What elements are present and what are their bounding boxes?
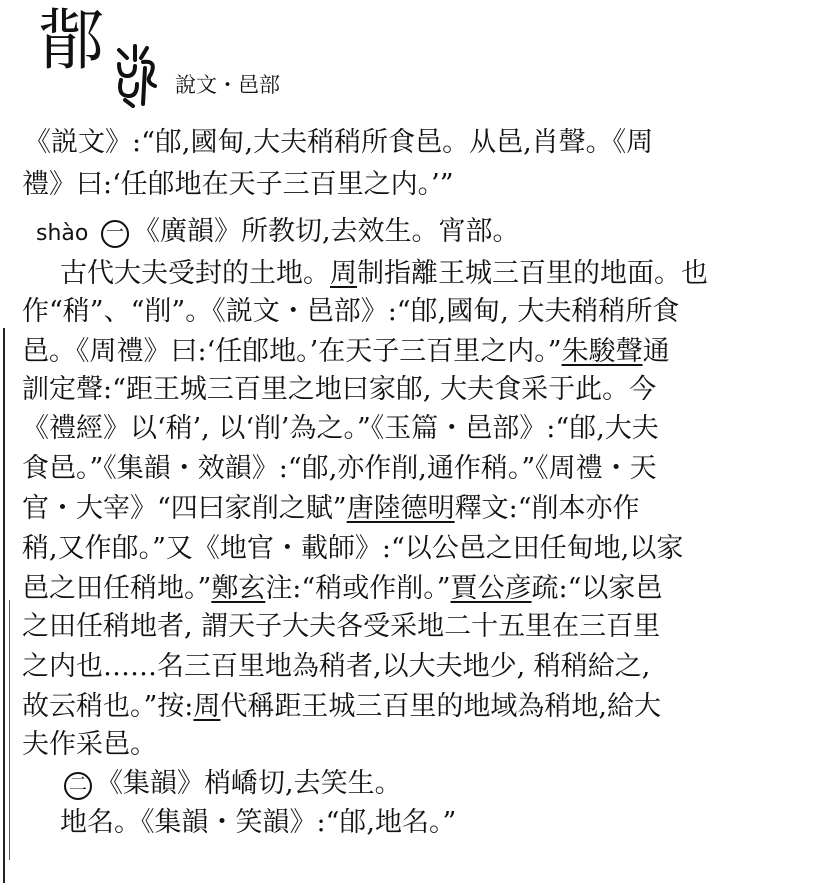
headword: 鄁 bbox=[38, 2, 104, 79]
sense-2-line: 地名。《集韻・笑韻》:“郋,地名。” bbox=[60, 807, 457, 838]
proper-name-underlined: 周 bbox=[330, 258, 357, 289]
reading-1-phonology: 《廣韻》所教切,去效生。宵部。 bbox=[132, 216, 520, 247]
proper-name-underlined: 鄭玄 bbox=[211, 573, 266, 604]
sense-1-line-13: 夫作采邑。 bbox=[22, 729, 157, 760]
text-segment: 疏:“以家邑 bbox=[531, 573, 663, 604]
text-segment: 邑之田任稍地。” bbox=[22, 573, 212, 604]
sense-1-line-12 bbox=[22, 690, 661, 724]
text-segment: 注:“稍或作削。” bbox=[265, 573, 451, 604]
text-segment: 制指離王城三百里的地面。也 bbox=[357, 258, 708, 289]
shuowen-quote-line-1: 《説文》:“郋,國甸,大夫稍稍所食邑。从邑,肖聲。《周 bbox=[24, 127, 654, 158]
text-segment: 邑。《周禮》曰:‘任郋地。’在天子三百里之内。” bbox=[22, 336, 562, 367]
margin-rule bbox=[3, 328, 5, 883]
source-label: 說文・邑部 bbox=[175, 73, 280, 97]
sense-1-line-11: 之内也……名三百里地為稍者,以大夫地少, 稍稍給之, bbox=[22, 651, 651, 682]
sense-1-line-7 bbox=[22, 492, 640, 526]
sense-1-line-2: 作“稍”、“削”。《説文・邑部》:“郋,國甸, 大夫稍稍所食 bbox=[22, 296, 680, 327]
reading-1-line bbox=[36, 215, 520, 251]
sense-1-line-10: 之田任稍地者, 謂天子大夫各受采地二十五里在三百里 bbox=[22, 611, 661, 642]
sense-1-line-3 bbox=[22, 335, 670, 369]
text-segment: 代稱距王城三百里的地域為稍地,給大 bbox=[220, 691, 661, 722]
seal-script-glyph bbox=[113, 42, 161, 108]
text-segment: 通 bbox=[642, 336, 670, 367]
sense-number-2: 二 bbox=[64, 772, 92, 800]
text-segment: 官・大宰》“四曰家削之賦” bbox=[22, 493, 347, 524]
text-segment: 古代大夫受封的土地。 bbox=[60, 258, 330, 289]
reading-2-line bbox=[60, 767, 402, 801]
proper-name-underlined: 周 bbox=[193, 691, 221, 722]
sense-1-line-9 bbox=[22, 572, 662, 606]
sense-1-line-8: 稍,又作郋。”又《地官・載師》:“以公邑之田任甸地,以家 bbox=[22, 533, 684, 564]
proper-name-underlined: 賈公彦 bbox=[450, 573, 532, 604]
margin-rule-inner bbox=[9, 600, 10, 860]
text-segment: 釋文:“削本亦作 bbox=[454, 493, 640, 524]
sense-1-line-6: 食邑。”《集韻・效韻》:“郋,亦作削,通作稍。”《周禮・天 bbox=[22, 453, 657, 484]
text-segment: 故云稍也。”按: bbox=[22, 691, 194, 722]
pinyin: shào bbox=[36, 221, 89, 246]
sense-1-line-5: 《禮經》以‘稍’, 以‘削’為之。”《玉篇・邑部》:“郋,大夫 bbox=[22, 413, 659, 444]
sense-1-line-1 bbox=[60, 257, 708, 291]
proper-name-underlined: 朱駿聲 bbox=[561, 336, 643, 367]
proper-name-underlined: 唐陸德明 bbox=[346, 493, 455, 524]
reading-2-phonology: 《集韻》梢嶠切,去笑生。 bbox=[96, 768, 402, 799]
sense-1-line-4: 訓定聲:“距王城三百里之地曰家郋, 大夫食采于此。今 bbox=[22, 374, 657, 405]
sense-number-1: 一 bbox=[101, 220, 129, 248]
shuowen-quote-line-2: 禮》曰:‘任郋地在天子三百里之内。’” bbox=[22, 169, 454, 200]
